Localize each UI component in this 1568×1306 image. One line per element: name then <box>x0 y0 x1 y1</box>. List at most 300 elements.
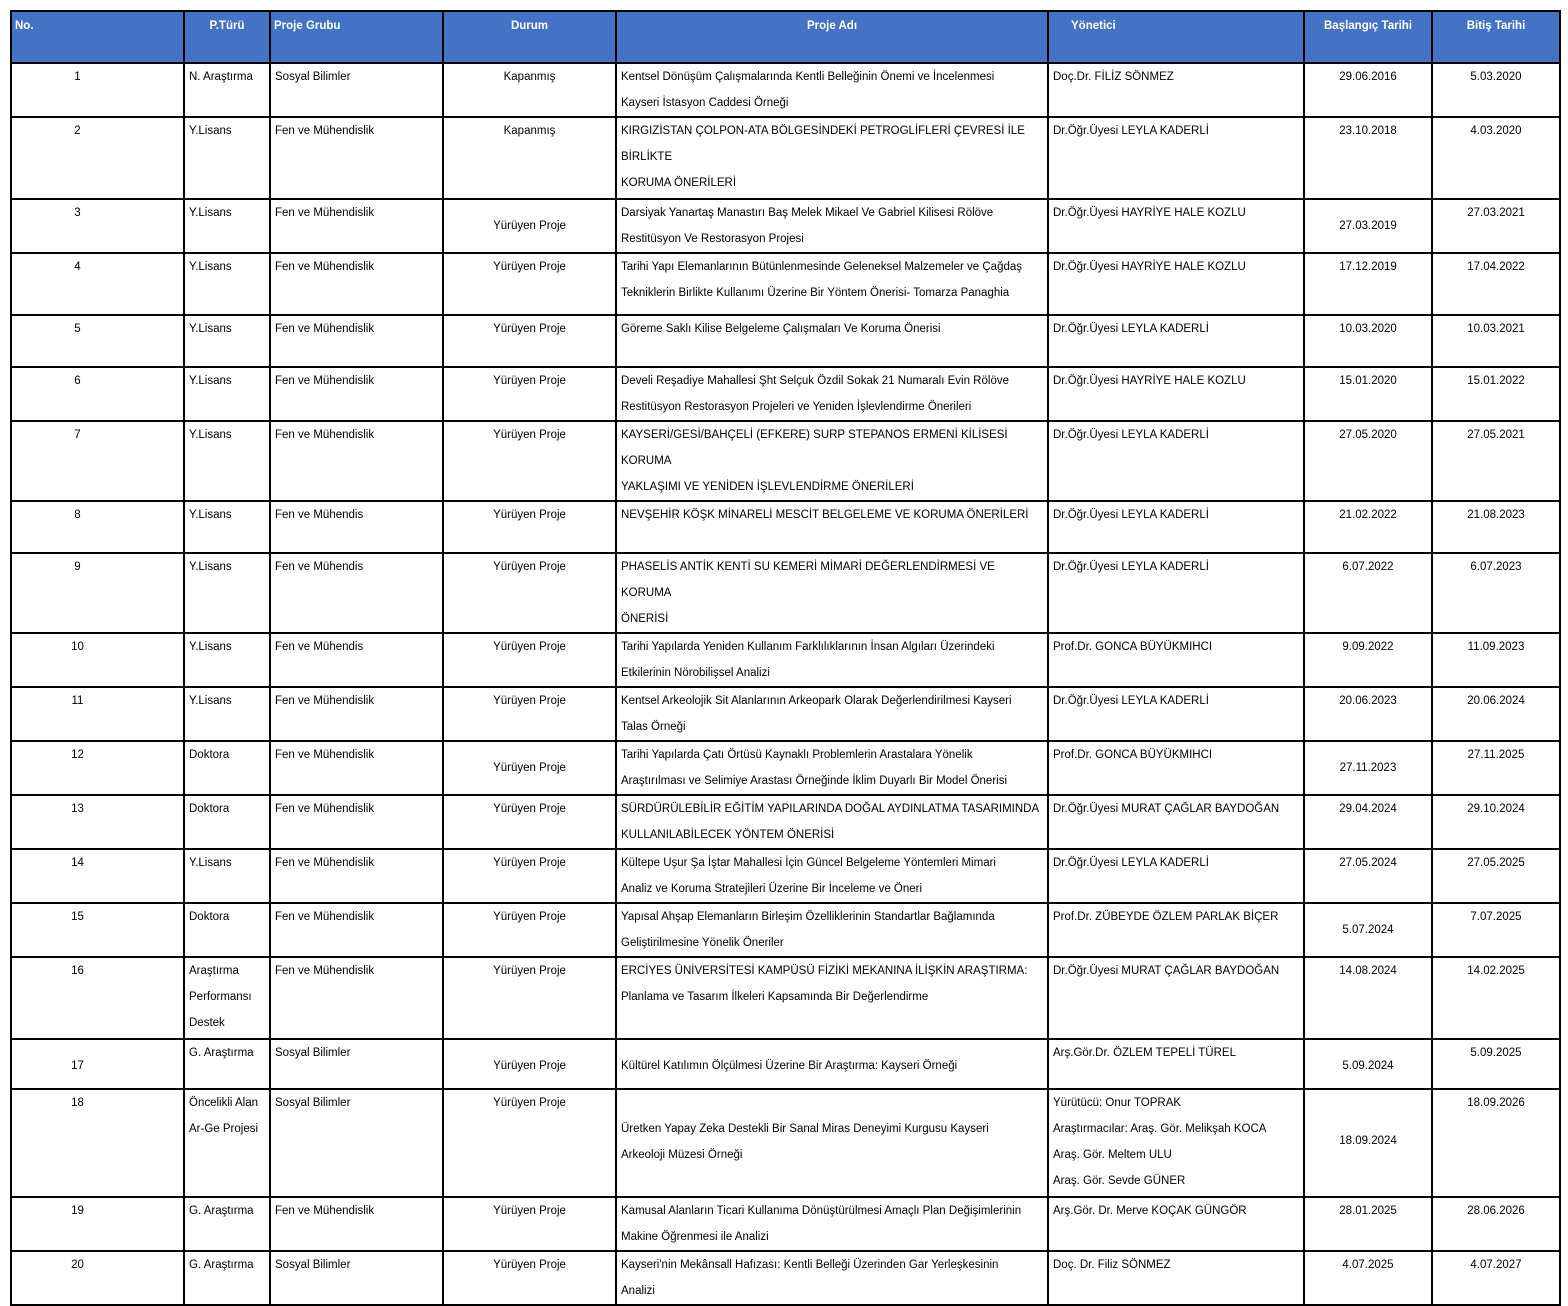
cell-tur-text: G. Araştırma <box>189 1047 254 1059</box>
cell-grup <box>270 741 443 795</box>
cell-grup <box>270 1251 443 1305</box>
cell-durum <box>443 315 616 367</box>
cell-grup <box>270 117 443 199</box>
cell-yonetici-text: Doç. Dr. Filiz SÖNMEZ <box>1053 1259 1171 1271</box>
cell-baslangic <box>1304 741 1432 795</box>
cell-durum <box>443 1251 616 1305</box>
cell-grup <box>270 253 443 315</box>
cell-proje-text: KAYSERİ/GESİ/BAHÇELİ (EFKERE) SURP STEPANOS ERMENİ KİLİSESİ KORUMA YAKLAŞIMI VE YENİDEN İŞLEVLENDİRME ÖNERİLERİ <box>621 429 1008 493</box>
cell-yonetici <box>1048 315 1304 367</box>
cell-durum-text: Yürüyen Proje <box>493 695 566 707</box>
cell-baslangic-text: 28.01.2025 <box>1339 1205 1397 1217</box>
cell-bitis-text: 14.02.2025 <box>1467 965 1525 977</box>
cell-bitis-text: 20.06.2024 <box>1467 695 1525 707</box>
cell-bitis-text: 18.09.2026 <box>1467 1097 1525 1109</box>
cell-baslangic-text: 17.12.2019 <box>1339 261 1397 273</box>
cell-durum-text: Yürüyen Proje <box>493 1097 566 1109</box>
cell-tur <box>184 199 270 253</box>
cell-baslangic <box>1304 421 1432 501</box>
cell-no-text: 1 <box>74 71 81 83</box>
cell-proje <box>616 199 1048 253</box>
cell-proje <box>616 687 1048 741</box>
cell-no <box>11 421 184 501</box>
cell-proje <box>616 1251 1048 1305</box>
cell-baslangic-text: 9.09.2022 <box>1342 641 1394 653</box>
cell-yonetici <box>1048 421 1304 501</box>
table-body <box>11 63 1560 1305</box>
cell-no-text: 20 <box>71 1259 84 1271</box>
cell-tur <box>184 421 270 501</box>
cell-grup <box>270 501 443 553</box>
cell-grup-text: Fen ve Mühendis <box>275 561 364 573</box>
cell-durum <box>443 1039 616 1089</box>
cell-durum <box>443 117 616 199</box>
cell-proje-text: Kültürel Katılımın Ölçülmesi Üzerine Bir Araştırma: Kayseri Örneği <box>621 1060 958 1072</box>
cell-proje <box>616 957 1048 1039</box>
cell-baslangic-text: 21.02.2022 <box>1339 509 1397 521</box>
table-row <box>11 849 1560 903</box>
cell-tur <box>184 903 270 957</box>
cell-proje-text: Göreme Saklı Kilise Belgeleme Çalışmaları Ve Koruma Önerisi <box>621 323 941 335</box>
cell-baslangic-text: 23.10.2018 <box>1339 125 1397 137</box>
cell-grup-text: Sosyal Bilimler <box>275 1097 351 1109</box>
cell-yonetici-text: Dr.Öğr.Üyesi LEYLA KADERLİ <box>1053 509 1209 521</box>
cell-no <box>11 849 184 903</box>
cell-durum-text: Yürüyen Proje <box>493 857 566 869</box>
header-durum: Durum <box>443 11 616 63</box>
header-tur: P.Türü <box>184 11 270 63</box>
cell-proje-text: Kültepe Uşur Şa İştar Mahallesi İçin Güncel Belgeleme Yöntemleri Mimari Analiz ve Koruma Stratejileri Üzerine Bir İnceleme ve Öneri <box>621 857 996 895</box>
cell-proje-text: Kamusal Alanların Ticari Kullanıma Dönüştürülmesi Amaçlı Plan Değişimlerinin Makine Öğrenmesi ile Analizi <box>621 1205 1022 1243</box>
cell-durum-text: Yürüyen Proje <box>493 509 566 521</box>
cell-bitis-text: 17.04.2022 <box>1467 261 1525 273</box>
cell-no <box>11 1039 184 1089</box>
cell-grup <box>270 849 443 903</box>
cell-proje <box>616 63 1048 117</box>
cell-yonetici-text: Arş.Gör.Dr. ÖZLEM TEPELİ TÜREL <box>1053 1047 1236 1059</box>
cell-yonetici <box>1048 795 1304 849</box>
header-no: No. <box>11 11 184 63</box>
table-row <box>11 795 1560 849</box>
cell-no-text: 8 <box>74 509 81 521</box>
cell-no-text: 5 <box>74 323 81 335</box>
cell-proje-text: KIRGIZİSTAN ÇOLPON-ATA BÖLGESİNDEKİ PETROGLİFLERİ ÇEVRESİ İLE BİRLİKTE KORUMA ÖNERİLERİ <box>621 125 1025 189</box>
cell-durum <box>443 849 616 903</box>
cell-baslangic <box>1304 957 1432 1039</box>
cell-bitis <box>1432 553 1560 633</box>
cell-baslangic-text: 27.03.2019 <box>1339 220 1397 232</box>
cell-proje <box>616 903 1048 957</box>
cell-proje <box>616 367 1048 421</box>
cell-durum <box>443 1089 616 1197</box>
cell-yonetici-text: Prof.Dr. GONCA BÜYÜKMIHCI <box>1053 749 1213 761</box>
cell-tur <box>184 795 270 849</box>
cell-durum-text: Yürüyen Proje <box>493 911 566 923</box>
cell-tur-text: Doktora <box>189 749 230 761</box>
cell-grup-text: Fen ve Mühendislik <box>275 323 375 335</box>
cell-bitis <box>1432 501 1560 553</box>
cell-yonetici <box>1048 253 1304 315</box>
cell-tur <box>184 553 270 633</box>
cell-bitis-text: 29.10.2024 <box>1467 803 1525 815</box>
cell-tur <box>184 741 270 795</box>
cell-baslangic <box>1304 63 1432 117</box>
cell-bitis <box>1432 1039 1560 1089</box>
cell-grup <box>270 315 443 367</box>
cell-yonetici-text: Dr.Öğr.Üyesi LEYLA KADERLİ <box>1053 857 1209 869</box>
header-row <box>11 11 1560 63</box>
cell-proje <box>616 1039 1048 1089</box>
cell-yonetici <box>1048 1039 1304 1089</box>
cell-durum-text: Kapanmış <box>503 71 556 83</box>
cell-tur-text: G. Araştırma <box>189 1205 254 1217</box>
cell-baslangic <box>1304 1197 1432 1251</box>
cell-no <box>11 795 184 849</box>
cell-yonetici-text: Doç.Dr. FİLİZ SÖNMEZ <box>1053 71 1174 83</box>
cell-grup <box>270 687 443 741</box>
cell-tur-text: Y.Lisans <box>189 561 232 573</box>
cell-bitis <box>1432 1251 1560 1305</box>
cell-tur-text: G. Araştırma <box>189 1259 254 1271</box>
cell-grup-text: Sosyal Bilimler <box>275 71 351 83</box>
cell-no-text: 9 <box>74 561 81 573</box>
cell-durum-text: Yürüyen Proje <box>493 429 566 441</box>
cell-bitis-text: 28.06.2026 <box>1467 1205 1525 1217</box>
cell-grup <box>270 1197 443 1251</box>
cell-proje-text: SÜRDÜRÜLEBİLİR EĞİTİM YAPILARINDA DOĞAL AYDINLATMA TASARIMINDA KULLANILABİLECEK YÖNTEM ÖNERİSİ <box>621 803 1040 841</box>
cell-baslangic-text: 14.08.2024 <box>1339 965 1397 977</box>
cell-durum <box>443 687 616 741</box>
cell-tur-text: Öncelikli Alan Ar-Ge Projesi <box>189 1097 259 1135</box>
cell-durum-text: Yürüyen Proje <box>493 803 566 815</box>
cell-bitis-text: 5.09.2025 <box>1470 1047 1522 1059</box>
cell-proje <box>616 1089 1048 1197</box>
cell-tur <box>184 253 270 315</box>
cell-proje-text: Kentsel Dönüşüm Çalışmalarında Kentli Belleğinin Önemi ve İncelenmesi Kayseri İstasyon Caddesi Örneği <box>621 71 995 109</box>
cell-grup <box>270 63 443 117</box>
cell-tur-text: Y.Lisans <box>189 261 232 273</box>
cell-baslangic <box>1304 553 1432 633</box>
cell-bitis-text: 7.07.2025 <box>1470 911 1522 923</box>
cell-no <box>11 117 184 199</box>
cell-proje-text: Üretken Yapay Zeka Destekli Bir Sanal Miras Deneyimi Kurgusu Kayseri Arkeoloji Müzesi Örneği <box>621 1123 989 1161</box>
cell-no <box>11 687 184 741</box>
cell-grup-text: Fen ve Mühendislik <box>275 803 375 815</box>
cell-yonetici <box>1048 633 1304 687</box>
cell-grup <box>270 553 443 633</box>
cell-tur <box>184 1039 270 1089</box>
cell-bitis-text: 27.03.2021 <box>1467 207 1525 219</box>
cell-no-text: 18 <box>71 1097 84 1109</box>
cell-bitis-text: 10.03.2021 <box>1467 323 1525 335</box>
cell-yonetici-text: Arş.Gör. Dr. Merve KOÇAK GÜNGÖR <box>1053 1205 1247 1217</box>
cell-yonetici <box>1048 63 1304 117</box>
cell-no <box>11 903 184 957</box>
cell-no <box>11 501 184 553</box>
table-row <box>11 903 1560 957</box>
cell-proje <box>616 1197 1048 1251</box>
cell-tur <box>184 501 270 553</box>
cell-baslangic-text: 27.05.2020 <box>1339 429 1397 441</box>
cell-no <box>11 253 184 315</box>
cell-tur <box>184 1251 270 1305</box>
cell-no-text: 3 <box>74 207 81 219</box>
table-row <box>11 253 1560 315</box>
cell-durum-text: Yürüyen Proje <box>493 561 566 573</box>
cell-no-text: 6 <box>74 375 81 387</box>
cell-durum <box>443 553 616 633</box>
cell-yonetici-text: Dr.Öğr.Üyesi LEYLA KADERLİ <box>1053 695 1209 707</box>
cell-durum <box>443 367 616 421</box>
cell-tur <box>184 315 270 367</box>
cell-yonetici-text: Dr.Öğr.Üyesi LEYLA KADERLİ <box>1053 429 1209 441</box>
cell-no <box>11 1251 184 1305</box>
cell-durum-text: Yürüyen Proje <box>493 375 566 387</box>
cell-proje <box>616 315 1048 367</box>
cell-no <box>11 633 184 687</box>
cell-no-text: 15 <box>71 911 84 923</box>
table-row <box>11 63 1560 117</box>
table-row <box>11 687 1560 741</box>
cell-bitis-text: 27.11.2025 <box>1467 749 1525 761</box>
cell-proje <box>616 633 1048 687</box>
table-row <box>11 957 1560 1039</box>
cell-grup <box>270 1089 443 1197</box>
cell-baslangic-text: 10.03.2020 <box>1339 323 1397 335</box>
cell-yonetici <box>1048 903 1304 957</box>
cell-tur <box>184 1089 270 1197</box>
cell-yonetici-text: Dr.Öğr.Üyesi LEYLA KADERLİ <box>1053 561 1209 573</box>
cell-yonetici <box>1048 501 1304 553</box>
cell-durum <box>443 903 616 957</box>
table-row <box>11 501 1560 553</box>
cell-proje <box>616 741 1048 795</box>
cell-proje <box>616 117 1048 199</box>
cell-grup <box>270 421 443 501</box>
cell-no <box>11 315 184 367</box>
header-grup: Proje Grubu <box>270 11 443 63</box>
cell-yonetici-text: Dr.Öğr.Üyesi MURAT ÇAĞLAR BAYDOĞAN <box>1053 965 1280 977</box>
cell-no <box>11 1089 184 1197</box>
cell-tur <box>184 957 270 1039</box>
cell-durum <box>443 199 616 253</box>
cell-yonetici-text: Dr.Öğr.Üyesi MURAT ÇAĞLAR BAYDOĞAN <box>1053 803 1280 815</box>
cell-grup <box>270 795 443 849</box>
cell-bitis-text: 5.03.2020 <box>1470 71 1522 83</box>
cell-baslangic <box>1304 199 1432 253</box>
cell-yonetici <box>1048 849 1304 903</box>
cell-proje-text: Darsiyak Yanartaş Manastırı Baş Melek Mikael Ve Gabriel Kilisesi Rölöve Restitüsyon Ve Restorasyon Projesi <box>621 207 994 245</box>
cell-grup <box>270 633 443 687</box>
cell-no <box>11 553 184 633</box>
cell-grup-text: Fen ve Mühendislik <box>275 207 375 219</box>
cell-tur <box>184 687 270 741</box>
cell-baslangic-text: 29.04.2024 <box>1339 803 1397 815</box>
cell-durum <box>443 741 616 795</box>
cell-durum <box>443 501 616 553</box>
cell-no <box>11 367 184 421</box>
cell-durum-text: Yürüyen Proje <box>493 965 566 977</box>
cell-durum-text: Yürüyen Proje <box>493 323 566 335</box>
table-row <box>11 1251 1560 1305</box>
cell-yonetici-text: Dr.Öğr.Üyesi HAYRİYE HALE KOZLU <box>1053 375 1246 387</box>
cell-grup-text: Fen ve Mühendislik <box>275 261 375 273</box>
cell-bitis <box>1432 1197 1560 1251</box>
cell-no-text: 7 <box>74 429 81 441</box>
cell-tur <box>184 63 270 117</box>
cell-proje <box>616 253 1048 315</box>
cell-durum <box>443 421 616 501</box>
cell-yonetici <box>1048 1089 1304 1197</box>
table-row <box>11 1039 1560 1089</box>
cell-no-text: 2 <box>74 125 81 137</box>
cell-proje-text: Tarihi Yapılarda Çatı Örtüsü Kaynaklı Problemlerin Arastalara Yönelik Araştırılması ve Selimiye Arastası Örneğinde İklim Duyarlı Bir Model Önerisi <box>621 749 1008 787</box>
cell-bitis <box>1432 421 1560 501</box>
cell-durum-text: Yürüyen Proje <box>493 762 566 774</box>
cell-tur-text: Y.Lisans <box>189 509 232 521</box>
header-baslangic: Başlangıç Tarihi <box>1304 11 1432 63</box>
cell-no <box>11 957 184 1039</box>
cell-no <box>11 741 184 795</box>
cell-no-text: 10 <box>71 641 84 653</box>
table-row <box>11 741 1560 795</box>
cell-proje <box>616 795 1048 849</box>
cell-tur-text: N. Araştırma <box>189 71 253 83</box>
cell-proje-text: Tarihi Yapılarda Yeniden Kullanım Farklılıklarının İnsan Algıları Üzerindeki Etkilerinin Nörobilişsel Analizi <box>621 641 995 679</box>
cell-grup <box>270 1039 443 1089</box>
cell-no-text: 11 <box>71 695 84 707</box>
cell-tur-text: Doktora <box>189 911 230 923</box>
cell-yonetici <box>1048 1251 1304 1305</box>
cell-no <box>11 199 184 253</box>
cell-yonetici-text: Dr.Öğr.Üyesi HAYRİYE HALE KOZLU <box>1053 207 1246 219</box>
cell-bitis <box>1432 849 1560 903</box>
cell-baslangic-text: 27.11.2023 <box>1339 762 1397 774</box>
cell-proje <box>616 849 1048 903</box>
cell-bitis <box>1432 315 1560 367</box>
cell-yonetici <box>1048 741 1304 795</box>
cell-grup-text: Fen ve Mühendis <box>275 509 364 521</box>
cell-grup-text: Fen ve Mühendis <box>275 641 364 653</box>
cell-proje-text: Develi Reşadiye Mahallesi Şht Selçuk Özdil Sokak 21 Numaralı Evin Rölöve Restitüsyon Restorasyon Projeleri ve Yeniden İşlevlendirme Önerileri <box>621 375 1009 413</box>
cell-proje-text: Tarihi Yapı Elemanlarının Bütünlenmesinde Geleneksel Malzemeler ve Çağdaş Tekniklerin Birlikte Kullanımı Üzerine Bir Yöntem Önerisi- Tomarza Panaghia <box>621 261 1023 299</box>
cell-tur-text: Y.Lisans <box>189 375 232 387</box>
cell-durum-text: Yürüyen Proje <box>493 261 566 273</box>
cell-no-text: 12 <box>71 749 84 761</box>
table-row <box>11 315 1560 367</box>
cell-tur-text: Y.Lisans <box>189 323 232 335</box>
cell-baslangic <box>1304 903 1432 957</box>
cell-no <box>11 1197 184 1251</box>
cell-yonetici <box>1048 117 1304 199</box>
cell-proje <box>616 553 1048 633</box>
cell-yonetici-text: Prof.Dr. GONCA BÜYÜKMIHCI <box>1053 641 1213 653</box>
cell-bitis <box>1432 367 1560 421</box>
cell-tur-text: Doktora <box>189 803 230 815</box>
cell-grup-text: Fen ve Mühendislik <box>275 429 375 441</box>
cell-baslangic <box>1304 795 1432 849</box>
table-row <box>11 633 1560 687</box>
cell-tur <box>184 849 270 903</box>
cell-baslangic-text: 15.01.2020 <box>1339 375 1397 387</box>
cell-yonetici-text: Dr.Öğr.Üyesi HAYRİYE HALE KOZLU <box>1053 261 1246 273</box>
header-yonetici: Yönetici <box>1048 11 1304 63</box>
cell-bitis <box>1432 795 1560 849</box>
cell-yonetici <box>1048 687 1304 741</box>
cell-yonetici <box>1048 957 1304 1039</box>
cell-bitis-text: 27.05.2021 <box>1467 429 1525 441</box>
cell-bitis-text: 4.03.2020 <box>1470 125 1522 137</box>
header-proje: Proje Adı <box>616 11 1048 63</box>
cell-grup-text: Fen ve Mühendislik <box>275 857 375 869</box>
cell-durum <box>443 63 616 117</box>
cell-durum <box>443 1197 616 1251</box>
cell-yonetici <box>1048 1197 1304 1251</box>
cell-proje-text: Kentsel Arkeolojik Sit Alanlarının Arkeopark Olarak Değerlendirilmesi Kayseri Talas Örneği <box>621 695 1012 733</box>
cell-bitis <box>1432 957 1560 1039</box>
cell-baslangic <box>1304 253 1432 315</box>
cell-baslangic <box>1304 633 1432 687</box>
header-bitis: Bitiş Tarihi <box>1432 11 1560 63</box>
cell-durum <box>443 253 616 315</box>
cell-durum-text: Yürüyen Proje <box>493 1205 566 1217</box>
cell-proje-text: ERCİYES ÜNİVERSİTESİ KAMPÜSÜ FİZİKİ MEKANINA İLİŞKİN ARAŞTIRMA: Planlama ve Tasarım İlkeleri Kapsamında Bir Değerlendirme <box>621 965 1028 1003</box>
cell-baslangic-text: 5.07.2024 <box>1342 924 1394 936</box>
cell-baslangic <box>1304 687 1432 741</box>
cell-no-text: 14 <box>71 857 84 869</box>
cell-bitis <box>1432 117 1560 199</box>
cell-proje-text: NEVŞEHİR KÖŞK MİNARELİ MESCİT BELGELEME VE KORUMA ÖNERİLERİ <box>621 509 1029 521</box>
cell-bitis <box>1432 633 1560 687</box>
cell-bitis-text: 11.09.2023 <box>1467 641 1525 653</box>
cell-grup-text: Fen ve Mühendislik <box>275 911 375 923</box>
cell-tur <box>184 1197 270 1251</box>
table-row <box>11 367 1560 421</box>
cell-grup-text: Fen ve Mühendislik <box>275 125 375 137</box>
cell-bitis-text: 21.08.2023 <box>1467 509 1525 521</box>
cell-proje <box>616 421 1048 501</box>
cell-grup-text: Fen ve Mühendislik <box>275 749 375 761</box>
cell-baslangic <box>1304 1039 1432 1089</box>
cell-durum-text: Yürüyen Proje <box>493 641 566 653</box>
cell-baslangic <box>1304 849 1432 903</box>
cell-baslangic-text: 20.06.2023 <box>1339 695 1397 707</box>
cell-tur <box>184 633 270 687</box>
table-row <box>11 117 1560 199</box>
cell-yonetici-text: Dr.Öğr.Üyesi LEYLA KADERLİ <box>1053 125 1209 137</box>
cell-no-text: 17 <box>71 1060 84 1072</box>
cell-durum <box>443 633 616 687</box>
cell-grup-text: Fen ve Mühendislik <box>275 375 375 387</box>
cell-bitis-text: 4.07.2027 <box>1470 1259 1522 1271</box>
cell-baslangic <box>1304 501 1432 553</box>
cell-bitis <box>1432 687 1560 741</box>
cell-grup-text: Fen ve Mühendislik <box>275 965 375 977</box>
cell-durum-text: Yürüyen Proje <box>493 1060 566 1072</box>
cell-grup-text: Fen ve Mühendislik <box>275 1205 375 1217</box>
cell-yonetici <box>1048 367 1304 421</box>
cell-no-text: 16 <box>71 965 84 977</box>
cell-durum-text: Kapanmış <box>503 125 556 137</box>
projects-table <box>10 10 1561 1306</box>
table-row <box>11 421 1560 501</box>
cell-no-text: 19 <box>71 1205 84 1217</box>
cell-yonetici <box>1048 199 1304 253</box>
cell-grup <box>270 367 443 421</box>
cell-yonetici-text: Yürütücü: Onur TOPRAK Araştırmacılar: Araş. Gör. Melikşah KOCA Araş. Gör. Meltem ULU Araş. Gör. Sevde GÜNER <box>1053 1097 1267 1187</box>
cell-bitis-text: 6.07.2023 <box>1470 561 1522 573</box>
cell-grup <box>270 903 443 957</box>
